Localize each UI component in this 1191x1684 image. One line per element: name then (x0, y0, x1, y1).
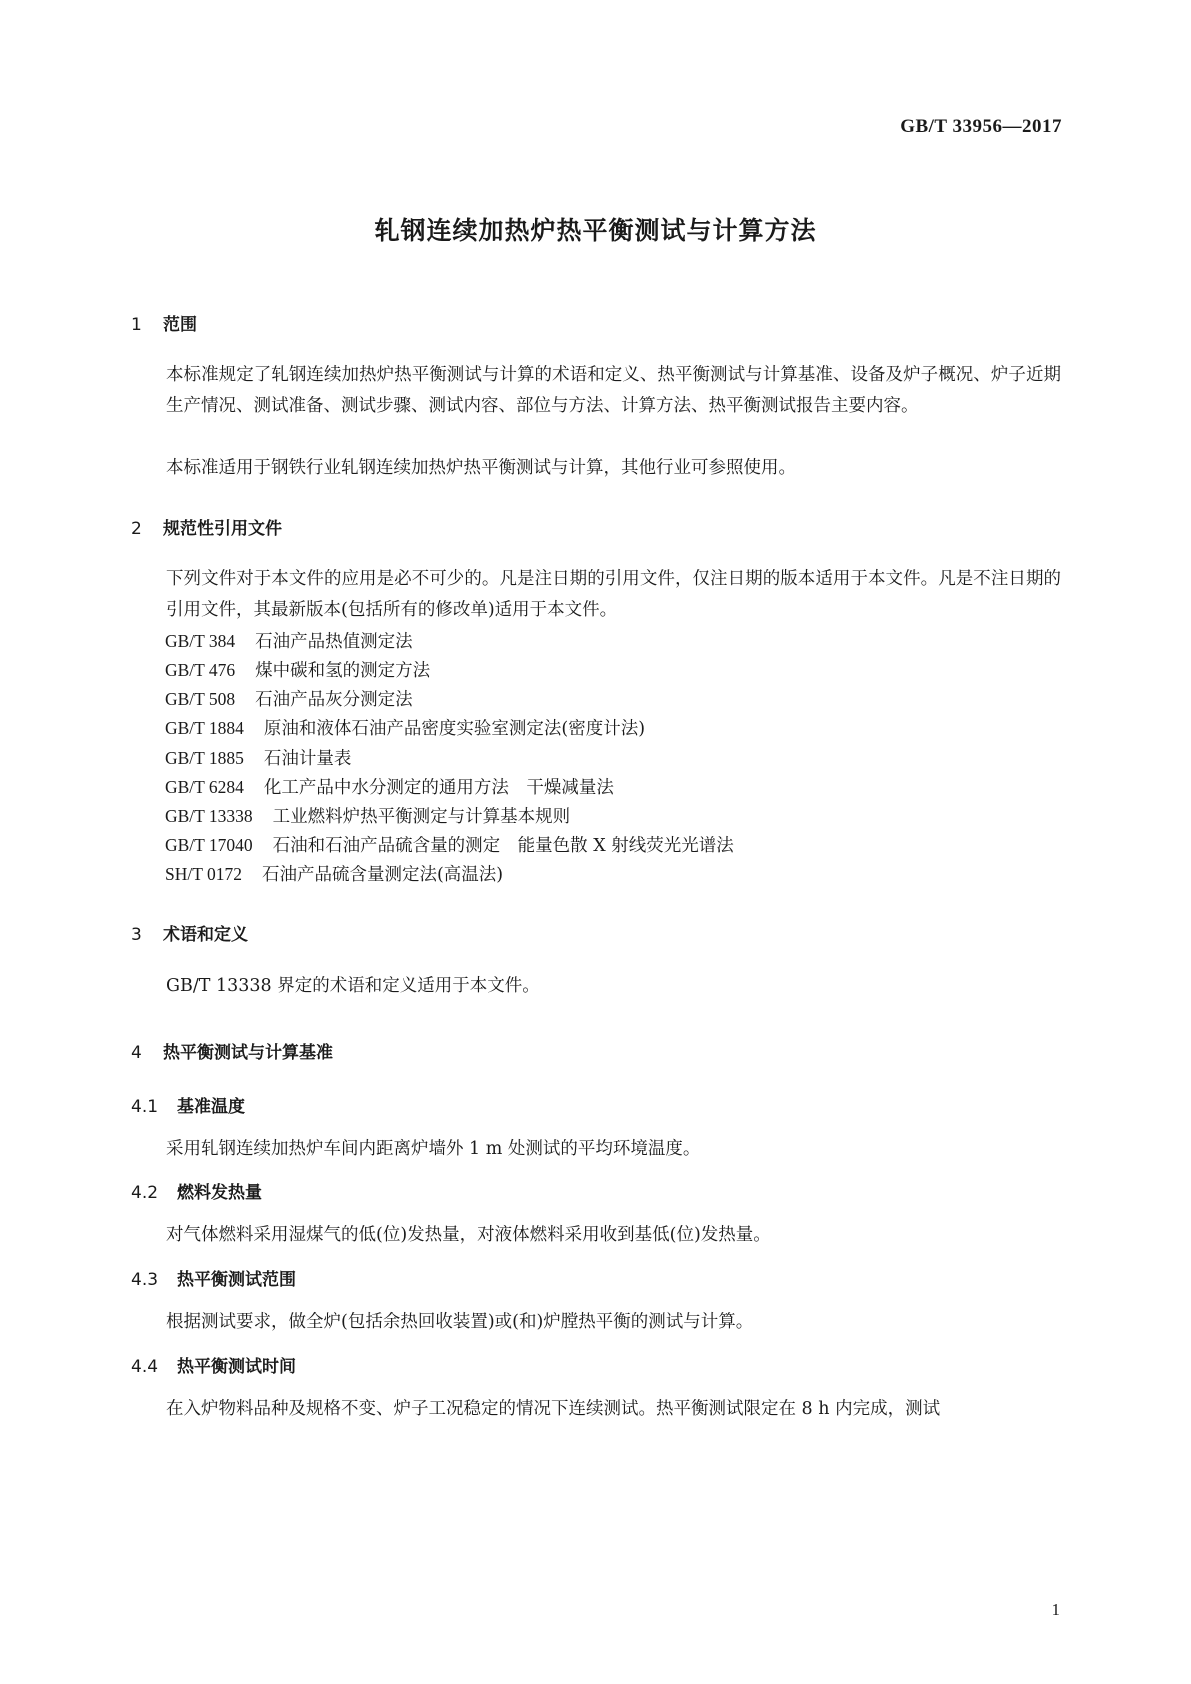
section-number: 4.4 (131, 1357, 159, 1377)
section-title: 基准温度 (177, 1097, 245, 1117)
reference-item (165, 774, 614, 799)
reference-title: 石油计量表 (263, 749, 352, 769)
reference-code: GB/T 17040 (165, 835, 253, 855)
reference-title: 石油产品硫含量测定法(高温法) (261, 865, 504, 885)
paragraph-text: 下列文件对于本文件的应用是必不可少的。凡是注日期的引用文件，仅注日期的版本适用于本文件。凡是不注日期的引用文件，其最新版本(包括所有的修改单)适用于本文件。 (166, 569, 1061, 620)
subsection-4-2-heading (131, 1178, 262, 1203)
subsection-4-1-paragraph (131, 1134, 1061, 1165)
reference-title: 化工产品中水分测定的通用方法 干燥减量法 (263, 778, 614, 798)
section-number: 4.2 (131, 1183, 159, 1203)
standard-code: GB/T 33956—2017 (900, 116, 1062, 137)
document-title: 轧钢连续加热炉热平衡测试与计算方法 (374, 216, 817, 245)
reference-item (165, 686, 413, 711)
reference-item (165, 715, 645, 740)
reference-item (165, 657, 430, 682)
reference-code: GB/T 1885 (165, 748, 244, 768)
reference-title: 石油产品灰分测定法 (255, 690, 413, 710)
section-title: 范围 (163, 315, 197, 335)
reference-title: 工业燃料炉热平衡测定与计算基本规则 (272, 807, 571, 827)
section-title: 燃料发热量 (177, 1183, 262, 1203)
reference-item (165, 861, 503, 886)
section-number: 3 (131, 925, 142, 945)
section-2-paragraph-1 (131, 564, 1061, 626)
section-title: 热平衡测试范围 (177, 1270, 296, 1290)
paragraph-text: 在入炉物料品种及规格不变、炉子工况稳定的情况下连续测试。热平衡测试限定在 8 h 内完成，测试 (166, 1399, 941, 1419)
page-number: 1 (1051, 1600, 1060, 1619)
section-1-heading (131, 310, 197, 335)
section-title: 热平衡测试与计算基准 (163, 1043, 333, 1063)
section-title: 规范性引用文件 (163, 519, 282, 539)
section-number: 4 (131, 1043, 142, 1063)
reference-code: GB/T 13338 (165, 806, 253, 826)
reference-item (165, 803, 570, 828)
section-title: 术语和定义 (163, 925, 248, 945)
paragraph-text: 本标准规定了轧钢连续加热炉热平衡测试与计算的术语和定义、热平衡测试与计算基准、设备及炉子概况、炉子近期生产情况、测试准备、测试步骤、测试内容、部位与方法、计算方法、热平衡测试报告主要内容。 (166, 365, 1061, 416)
paragraph-text: GB/T 13338 界定的术语和定义适用于本文件。 (166, 976, 540, 996)
reference-item (165, 745, 351, 770)
reference-code: GB/T 384 (165, 631, 236, 651)
subsection-4-4-paragraph (131, 1394, 1061, 1425)
subsection-4-4-heading (131, 1352, 296, 1377)
reference-item (165, 832, 734, 857)
reference-item (165, 628, 413, 653)
paragraph-text: 采用轧钢连续加热炉车间内距离炉墙外 1 m 处测试的平均环境温度。 (166, 1139, 701, 1159)
reference-title: 煤中碳和氢的测定方法 (255, 661, 431, 681)
reference-title: 石油和石油产品硫含量的测定 能量色散 X 射线荧光光谱法 (272, 836, 734, 856)
section-number: 2 (131, 519, 142, 539)
section-number: 4.3 (131, 1270, 159, 1290)
reference-code: GB/T 6284 (165, 777, 244, 797)
subsection-4-2-paragraph (131, 1220, 1061, 1251)
subsection-4-3-paragraph (131, 1307, 1061, 1338)
paragraph-text: 本标准适用于钢铁行业轧钢连续加热炉热平衡测试与计算，其他行业可参照使用。 (166, 458, 796, 478)
subsection-4-3-heading (131, 1265, 296, 1290)
section-1-paragraph-1 (131, 360, 1061, 422)
section-4-heading (131, 1038, 333, 1063)
reference-code: GB/T 508 (165, 689, 236, 709)
subsection-4-1-heading (131, 1092, 245, 1117)
section-3-paragraph-1 (131, 971, 1061, 1002)
paragraph-text: 根据测试要求，做全炉(包括余热回收装置)或(和)炉膛热平衡的测试与计算。 (166, 1312, 754, 1332)
reference-code: GB/T 476 (165, 660, 236, 680)
reference-code: GB/T 1884 (165, 718, 244, 738)
reference-title: 石油产品热值测定法 (255, 632, 413, 652)
reference-title: 原油和液体石油产品密度实验室测定法(密度计法) (263, 719, 646, 739)
section-1-paragraph-2 (131, 453, 1061, 484)
section-number: 1 (131, 315, 142, 335)
section-number: 4.1 (131, 1097, 159, 1117)
section-title: 热平衡测试时间 (177, 1357, 296, 1377)
section-3-heading (131, 920, 248, 945)
reference-code: SH/T 0172 (165, 864, 242, 884)
paragraph-text: 对气体燃料采用湿煤气的低(位)发热量，对液体燃料采用收到基低(位)发热量。 (166, 1225, 771, 1245)
section-2-heading (131, 514, 282, 539)
